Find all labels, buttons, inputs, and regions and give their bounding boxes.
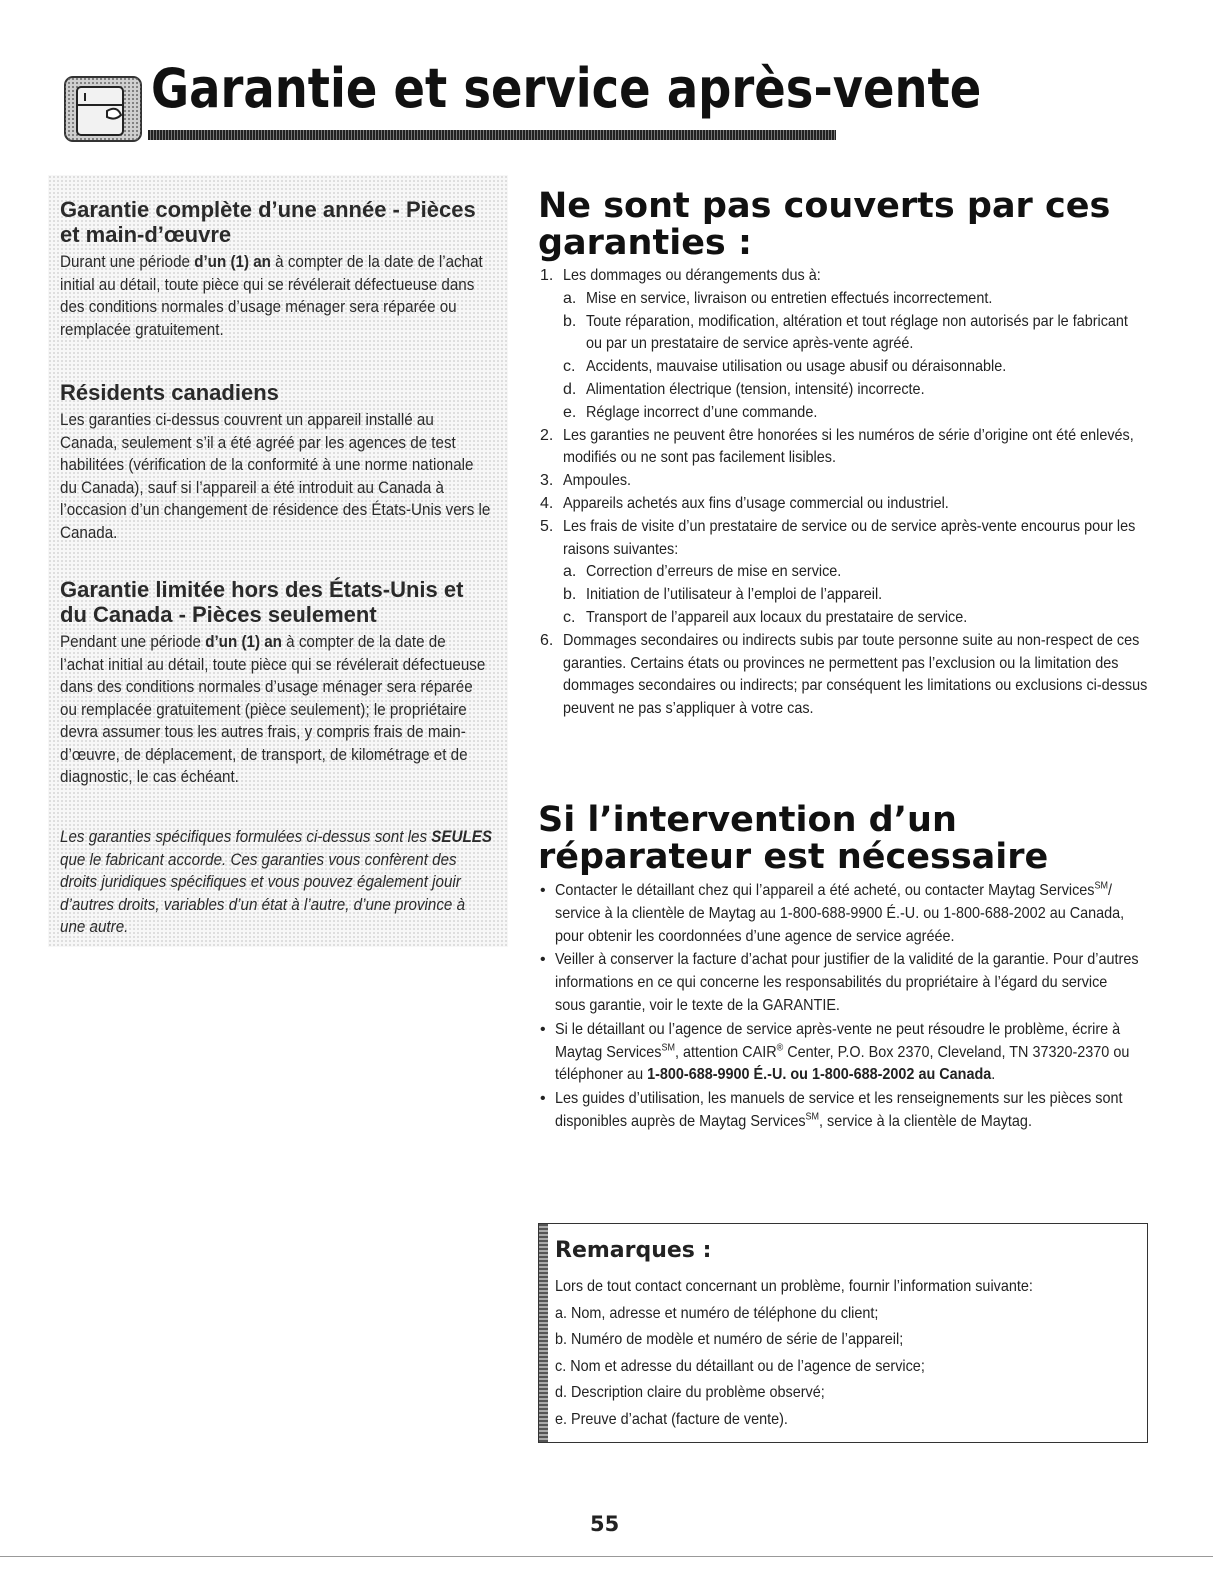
bullet-item: • Veiller à conserver la facture d’achat pour justifier de la validité de la garantie. Pour d’autres informations en ce qui concerne les responsabilités du propriétaire à l’égard du service sous garantie, voir le texte de la GARANTIE.: [540, 951, 1139, 1014]
exclusions-heading: Ne sont pas couverts par ces garanties :: [538, 186, 1111, 263]
remarks-item: c. Nom et adresse du détaillant ou de l’agence de service;: [555, 1357, 925, 1375]
list-item: 2. Les garanties ne peuvent être honorées si les numéros de série d’origine ont été enlevés, modifiés ou ne sont pas facilement lisibles.: [540, 426, 1134, 467]
exclusions-list: [540, 265, 1150, 721]
section-limited-warranty: [60, 577, 492, 789]
list-item: 1. Les dommages ou dérangements dus à:: [540, 267, 821, 284]
page-header: [63, 55, 982, 147]
remarks-item: a. Nom, adresse et numéro de téléphone du client;: [555, 1304, 879, 1322]
bullet-item: • Contacter le détaillant chez qui l’appareil a été acheté, ou contacter Maytag Services℠/ service à la clientèle de Maytag au 1-800-688-9900 É.-U. ou 1-800-688-2002 au Canada, pour obtenir les coordonnées d’une agence de service agréée.: [540, 880, 1125, 945]
section-text: Durant une période d’un (1) an à compter de la date de l’achat initial au détail, toute pièce qui se révélerait défectueuse dans des conditions normales d’usage ménager sera réparée ou remplacée gratuitement.: [60, 253, 483, 339]
list-subitem: c. Transport de l’appareil aux locaux du prestataire de service.: [563, 608, 968, 626]
remarks-bar: [539, 1224, 548, 1442]
service-heading: Si l’intervention d’un réparateur est nécessaire: [538, 800, 1049, 877]
section-text: Pendant une période d’un (1) an à compter de la date de l’achat initial au détail, toute pièce qui se révélerait défectueuse dans des conditions normales d’usage ménager sera réparée ou remplacée gratuitement (pièce seulement); le propriétaire devra assumer tous les autres frais, y compris frais de main-d’œuvre, de déplacement, de transport, de kilométrage et de diagnostic, le cas échéant.: [60, 633, 486, 786]
page-title: Garantie et service après-vente: [151, 57, 982, 120]
page-number: 55: [590, 1512, 620, 1536]
list-subitem: d. Alimentation électrique (tension, intensité) incorrecte.: [563, 380, 925, 398]
section-canadian-residents: [60, 380, 492, 544]
footer-rule: [0, 1556, 1213, 1557]
section-title: Garantie complète d’une année - Pièces et main-d’œuvre: [60, 197, 476, 247]
remarks-item: e. Preuve d’achat (facture de vente).: [555, 1410, 788, 1428]
list-subitem: b. Initiation de l’utilisateur à l’emploi de l’appareil.: [563, 586, 883, 604]
list-subitem: a. Mise en service, livraison ou entretien effectués incorrectement.: [563, 289, 993, 307]
list-item: 5. Les frais de visite d’un prestataire de service ou de service après-vente encourus pour les raisons suivantes:: [540, 517, 1136, 558]
remarks-intro: Lors de tout contact concernant un problème, fournir l’information suivante:: [555, 1278, 1033, 1295]
list-subitem: c. Accidents, mauvaise utilisation ou usage abusif ou déraisonnable.: [563, 358, 1007, 376]
service-list: [540, 880, 1150, 1135]
bullet-item: • Les guides d’utilisation, les manuels de service et les renseignements sur les pièces sont disponibles auprès de Maytag Services℠, service à la clientèle de Maytag.: [540, 1090, 1123, 1130]
header-rule: [148, 130, 836, 140]
bullet-item: • Si le détaillant ou l’agence de service après-vente ne peut résoudre le problème, écrire à Maytag Services℠, attention CAIR® Center, P.O. Box 2370, Cleveland, TN 37320-2370 ou téléphoner au 1-800-688-9900 É.-U. ou 1-800-688-2002 au Canada.: [540, 1020, 1130, 1084]
remarks-item: b. Numéro de modèle et numéro de série de l’appareil;: [555, 1331, 904, 1348]
list-subitem: b. Toute réparation, modification, altération et tout réglage non autorisés par le fabricant ou par un prestataire de service après-vente agréé.: [563, 312, 1128, 353]
remarks-item: d. Description claire du problème observé;: [555, 1384, 825, 1401]
section-title: Résidents canadiens: [60, 380, 279, 405]
legal-note-text: Les garanties spécifiques formulées ci-dessus sont les SEULES que le fabricant accorde. Ces garanties vous confèrent des droits juridiques spécifiques et vous pouvez également jouir d’autres droits, variables d’un état à l’autre, d’une province à une autre.: [60, 828, 493, 936]
section-text: Les garanties ci-dessus couvrent un appareil installé au Canada, seulement s’il a été agréé par les agences de test habilitées (vérification de la conformité à une norme nationale du Canada), sauf si l’appareil a été introduit au Canada à l’occasion d’un changement de résidence des États-Unis vers le Canada.: [60, 411, 491, 542]
list-item: 4. Appareils achetés aux fins d’usage commercial ou industriel.: [540, 494, 949, 512]
list-item: 6. Dommages secondaires ou indirects subis par toute personne suite au non-respect de ces garanties. Certains états ou provinces ne permettent pas l’exclusion ou la limitation des dommages secondaires ou indirects; par conséquent les limitations ou exclusions ci-dessus peuvent ne pas s’appliquer à votre cas.: [540, 631, 1148, 718]
remarks-body: [555, 1274, 1131, 1433]
list-subitem: a. Correction d’erreurs de mise en service.: [563, 563, 842, 581]
list-item: 3. Ampoules.: [540, 472, 632, 490]
remarks-box: [538, 1223, 1148, 1443]
section-legal-note: [60, 822, 492, 939]
section-full-warranty: [60, 197, 492, 341]
refrigerator-icon: [63, 73, 143, 145]
remarks-title: Remarques :: [555, 1238, 712, 1263]
section-title: Garantie limitée hors des États-Unis et du Canada - Pièces seulement: [60, 577, 464, 627]
list-subitem: e. Réglage incorrect d’une commande.: [563, 403, 818, 421]
